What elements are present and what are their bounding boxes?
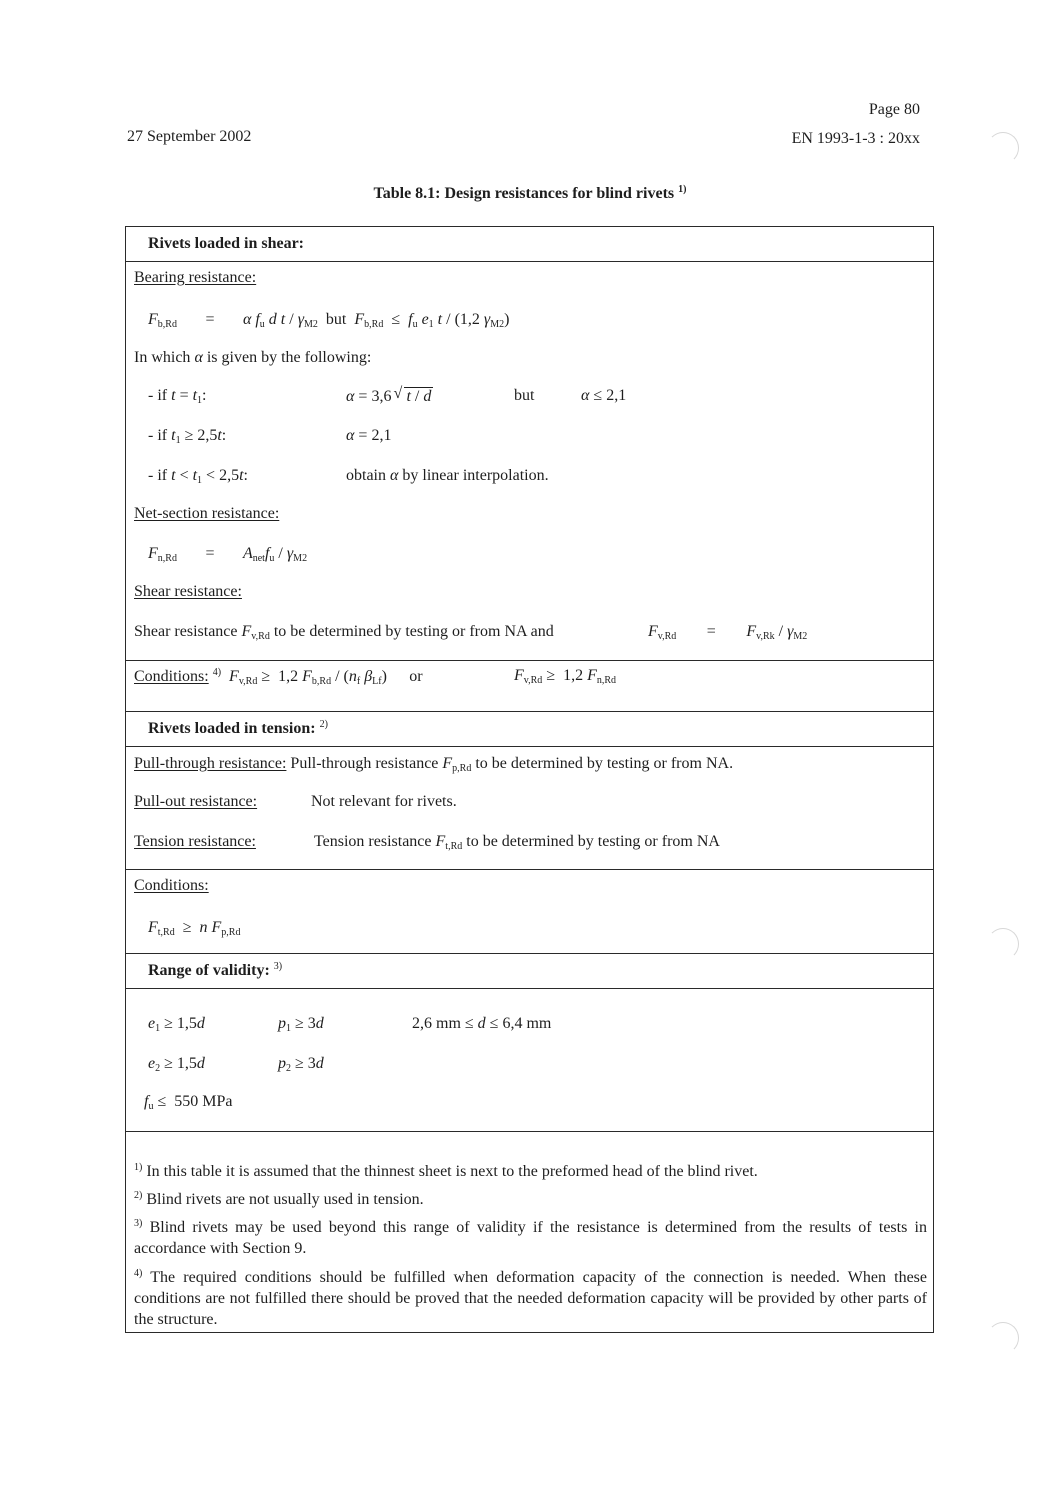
alpha-case-2-formula: α = 2,1 [346,427,392,444]
design-resistance-table [125,226,934,1333]
standard-reference: EN 1993-1-3 : 20xx [791,130,920,147]
bearing-but: but [325,311,347,328]
pull-through-row: Pull-through resistance: Pull-through resistance $F_{p,Rd}$ to be determined by testing or from NA. [134,755,734,774]
divider [126,261,933,262]
divider [126,660,933,661]
divider [126,953,933,954]
punch-hole-mark [987,132,1019,164]
divider [126,746,933,747]
section-heading-validity: Range of validity: $^{3)}$ [148,961,283,979]
pull-out-row: Pull-out resistance: Not relevant for rivets. [134,793,457,810]
page-number: Page 80 [868,101,920,118]
validity-row-1: $e_1 \ge 1,5d$ $p_1 \ge 3d$ 2,6 mm ≤ d ≤ 6,4 mm [148,1015,552,1034]
shear-conditions-alt: $F_{v,Rd} \ge 1,2$ $F_{n,Rd}$ [514,667,617,686]
validity-row-2: $e_2 \ge 1,5d$ $p_2 \ge 3d$ [148,1055,324,1074]
diameter-range: 2,6 mm ≤ d ≤ 6,4 mm [412,1015,552,1032]
section-heading-shear: Rivets loaded in shear: [148,235,304,252]
alpha-case-1: - if $t = t_1$: α = 3,6 √ t / d but α ≤ 2,1 [148,385,627,406]
footnote-4: $^{4)}$ The required conditions should be fulfilled when deformation capacity of the connection is needed. When these conditions are not fulfilled there should be proved that the needed deformation capacity will be provided by other parts of the structure. [134,1268,927,1328]
tension-conditions-label: Conditions: [134,877,209,894]
table-title [0,184,1060,203]
bearing-resistance-label: Bearing resistance: [134,269,257,286]
net-section-label: Net-section resistance: [134,505,280,522]
alpha-case-1-but: but [514,387,535,404]
alpha-intro: In which α is given by the following: [134,349,372,366]
alpha-case-3: - if $t < t_1 < 2,5t$: obtain α by linear interpolation. [148,467,549,486]
alpha-case-3-text: obtain α by linear interpolation. [346,467,549,484]
divider [126,711,933,712]
section-heading-tension: Rivets loaded in tension: $^{2)}$ [148,719,328,737]
shear-conditions: Conditions: $^{4)}$ $F_{v,Rd} \ge 1,2$ $F_{b,Rd} / (n_f$ $\beta_{Lf}$) or $F_{v,Rd} \ge 1,2$ $F_{n,Rd}$ [134,667,617,687]
footnote-1: $^{1)}$ In this table it is assumed that the thinnest sheet is next to the preformed head of the blind rivet. [134,1162,758,1180]
footnote-2: $^{2)}$ Blind rivets are not usually used in tension. [134,1190,424,1208]
divider [126,869,933,870]
footnote-3: $^{3)}$ Blind rivets may be used beyond this range of validity if the resistance is determined from the results of tests in accordance with Section 9. [134,1218,927,1257]
shear-resistance-text: Shear resistance $F_{v,Rd}$ to be determined by testing or from NA and $F_{v,Rd} = F_{v,Rk} / \gamma_{M2}$ [134,623,808,642]
tension-conditions-formula: $F_{t,Rd} \ge n$ $F_{p,Rd}$ [148,919,241,938]
table-title-text: Table 8.1: Design resistances for blind rivets [373,185,675,202]
tension-resistance-row: Tension resistance: Tension resistance $F_{t,Rd}$ to be determined by testing or from NA [134,833,720,852]
document-date: 27 September 2002 [127,128,252,145]
bearing-formula: $F_{b,Rd} = \alpha$ $f_u$ d t / $\gamma_{M2}$ but $F_{b,Rd} \le f_u$ $e_1$ t / (1,2 $\gamma_{M2}$) [148,311,510,330]
net-section-formula: $F_{n,Rd} = A_{net}f_u / \gamma_{M2}$ [148,545,308,564]
alpha-case-1-limit: α ≤ 2,1 [581,387,627,404]
alpha-case-1-formula: α = 3,6 √ t / d [346,385,432,405]
shear-formula: $F_{v,Rd} = F_{v,Rk} / \gamma_{M2}$ [648,623,808,642]
shear-resistance-label: Shear resistance: [134,583,242,600]
divider [126,988,933,989]
alpha-case-2: - if $t_1 \ge 2,5t$: α = 2,1 [148,427,392,446]
punch-hole-mark [987,1322,1019,1354]
table-title-note: 1) [678,184,687,195]
validity-row-3: $f_u \le 550$ MPa [144,1093,233,1112]
punch-hole-mark [987,928,1019,960]
divider [126,1131,933,1132]
